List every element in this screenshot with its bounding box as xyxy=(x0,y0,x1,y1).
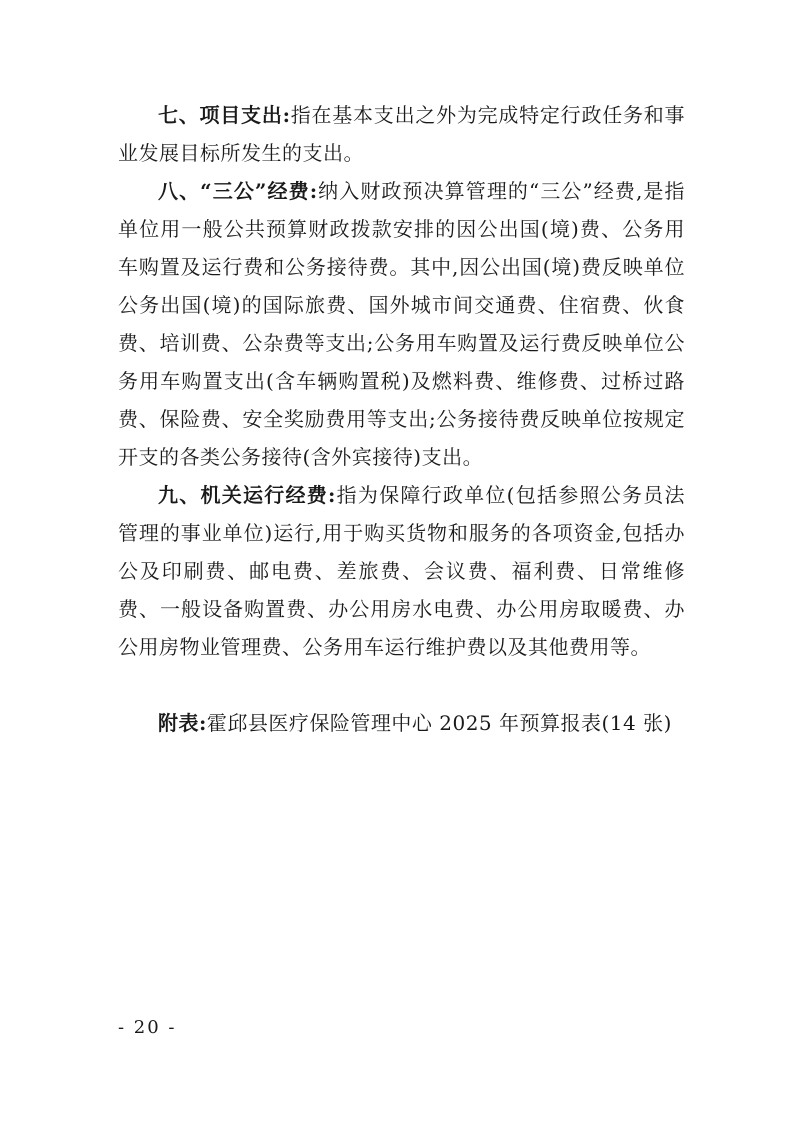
definition-text: 指为保障行政单位(包括参照公务员法管理的事业单位)运行,用于购买货物和服务的各项资金,包括办公及印刷费、邮电费、差旅费、会议费、福利费、日常维修费、一般设备购置费、办公用房水电费、办公用房取暖费、办公用房物业管理费、公务用车运行维护费以及其他费用等。 xyxy=(118,483,685,659)
definition-text: 指在基本支出之外为完成特定行政任务和事业发展目标所发生的支出。 xyxy=(118,103,686,165)
appendix-note xyxy=(118,704,685,742)
definition-text: 纳入财政预决算管理的“三公”经费,是指单位用一般公共预算财政拨款安排的因公出国(境)费、公务用车购置及运行费和公务接待费。其中,因公出国(境)费反映单位公务出国(境)的国际旅费、国外城市间交通费、住宿费、伙食费、培训费、公杂费等支出;公务用车购置及运行费反映单位公务用车购置支出(含车辆购置税)及燃料费、维修费、过桥过路费、保险费、安全奖励费用等支出;公务接待费反映单位按规定开支的各类公务接待(含外宾接待)支出。 xyxy=(118,179,686,469)
definition-term: 九、机关运行经费: xyxy=(158,483,336,507)
appendix-term: 附表: xyxy=(158,711,207,735)
appendix-text: 霍邱县医疗保险管理中心 2025 年预算报表(14 张) xyxy=(206,711,672,735)
definition-term: 八、“三公”经费: xyxy=(158,179,318,203)
definition-three-public-expenses xyxy=(118,172,685,476)
document-body xyxy=(118,96,685,742)
paragraph-gap xyxy=(118,666,685,704)
definition-agency-operating-expenses xyxy=(118,476,685,666)
definition-term: 七、项目支出: xyxy=(158,103,291,127)
page-number: - 20 - xyxy=(118,1017,177,1038)
definition-project-expenditure xyxy=(118,96,685,172)
